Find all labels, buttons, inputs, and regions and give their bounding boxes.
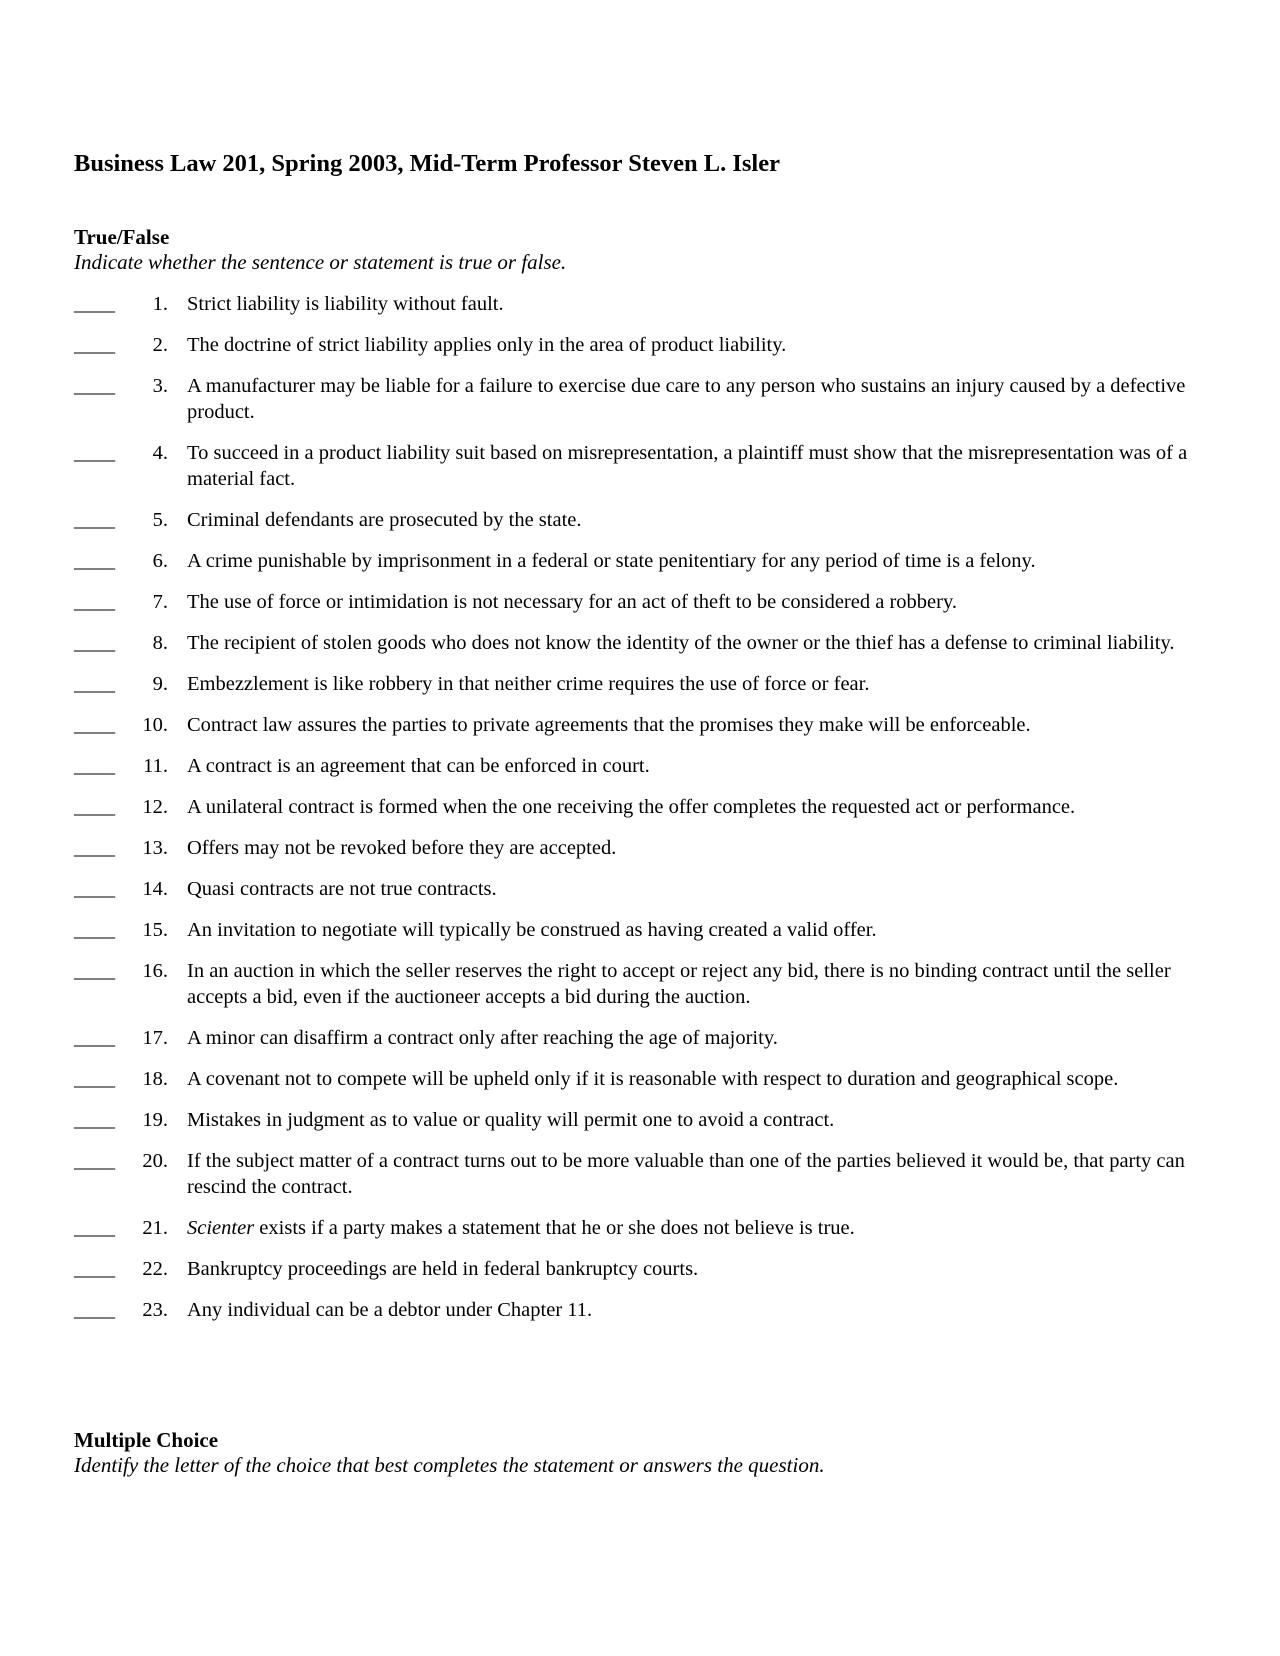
question-number: 12. [142,796,168,818]
question-item [74,1107,1214,1133]
question-number: 21. [142,1217,168,1239]
multiple-choice-instructions: Identify the letter of the choice that best completes the statement or answers the question. [74,1453,825,1477]
answer-blank[interactable]: ____ [74,1027,115,1049]
question-number: 5. [152,509,168,531]
question-text [187,1148,1214,1200]
question-item [74,876,1214,902]
answer-blank[interactable]: ____ [74,632,115,654]
question-item [74,630,1214,656]
answer-blank[interactable]: ____ [74,1299,115,1321]
question-text [187,1297,1214,1323]
question-number: 6. [152,550,168,572]
question-text [187,835,1214,861]
question-item [74,835,1214,861]
question-text [187,589,1214,615]
answer-blank[interactable]: ____ [74,591,115,613]
question-item [74,1297,1214,1323]
question-number: 16. [142,960,168,982]
question-text [187,507,1214,533]
question-item [74,291,1214,317]
question-body: Bankruptcy proceedings are held in federal bankruptcy courts. [187,1258,699,1280]
question-item [74,507,1214,533]
question-list [74,291,1214,1323]
question-number: 2. [152,334,168,356]
question-text [187,1256,1214,1282]
answer-blank[interactable]: ____ [74,878,115,900]
question-number: 11. [143,755,168,777]
question-text [187,291,1214,317]
answer-blank[interactable]: ____ [74,375,115,397]
question-body: A manufacturer may be liable for a failure to exercise due care to any person who sustains an injury caused by a defective product. [187,375,1186,423]
question-item [74,589,1214,615]
question-number: 8. [152,632,168,654]
question-number: 19. [142,1109,168,1131]
question-body: Embezzlement is like robbery in that neither crime requires the use of force or fear. [187,673,870,695]
question-body: If the subject matter of a contract turns out to be more valuable than one of the parties believed it would be, that party can rescind the contract. [187,1150,1185,1198]
answer-blank[interactable]: ____ [74,1217,115,1239]
question-body: The recipient of stolen goods who does not know the identity of the owner or the thief has a defense to criminal liability. [187,632,1175,654]
question-item [74,671,1214,697]
question-body: Quasi contracts are not true contracts. [187,878,497,900]
question-number: 13. [142,837,168,859]
question-item [74,753,1214,779]
question-number: 14. [142,878,168,900]
answer-blank[interactable]: ____ [74,442,115,464]
question-number: 23. [142,1299,168,1321]
question-text [187,440,1214,492]
question-text [187,373,1214,425]
answer-blank[interactable]: ____ [74,714,115,736]
question-item [74,1025,1214,1051]
true-false-instructions: Indicate whether the sentence or statement is true or false. [74,250,567,274]
answer-blank[interactable]: ____ [74,550,115,572]
question-number: 17. [142,1027,168,1049]
page-title: Business Law 201, Spring 2003, Mid-Term Professor Steven L. Isler [74,150,780,177]
answer-blank[interactable]: ____ [74,1068,115,1090]
question-text [187,1066,1214,1092]
question-text [187,917,1214,943]
question-item [74,917,1214,943]
question-item [74,1256,1214,1282]
question-body: A unilateral contract is formed when the one receiving the offer completes the requested act or performance. [187,796,1076,818]
question-number: 15. [142,919,168,941]
question-body: Criminal defendants are prosecuted by the state. [187,509,582,531]
answer-blank[interactable]: ____ [74,1258,115,1280]
question-item [74,440,1214,492]
question-body: The doctrine of strict liability applies only in the area of product liability. [187,334,787,356]
question-item [74,712,1214,738]
question-body: A minor can disaffirm a contract only after reaching the age of majority. [187,1027,778,1049]
answer-blank[interactable]: ____ [74,796,115,818]
question-body: To succeed in a product liability suit based on misrepresentation, a plaintiff must show that the misrepresentation was of a material fact. [187,442,1188,490]
true-false-heading: True/False [74,225,170,249]
answer-blank[interactable]: ____ [74,293,115,315]
answer-blank[interactable]: ____ [74,509,115,531]
answer-blank[interactable]: ____ [74,1109,115,1131]
question-item [74,1066,1214,1092]
multiple-choice-heading: Multiple Choice [74,1428,219,1452]
true-false-section [74,225,1214,1338]
question-item [74,958,1214,1010]
question-text [187,1025,1214,1051]
question-item [74,1148,1214,1200]
multiple-choice-section [74,1428,1214,1478]
question-number: 7. [152,591,168,613]
question-item [74,373,1214,425]
question-body: A contract is an agreement that can be enforced in court. [187,755,650,777]
question-text [187,1107,1214,1133]
question-text [187,712,1214,738]
question-body: A covenant not to compete will be upheld only if it is reasonable with respect to duration and geographical scope. [187,1068,1119,1090]
answer-blank[interactable]: ____ [74,755,115,777]
question-number: 9. [152,673,168,695]
question-text [187,332,1214,358]
question-text [187,876,1214,902]
question-body: A crime punishable by imprisonment in a federal or state penitentiary for any period of time is a felony. [187,550,1036,572]
question-body: Strict liability is liability without fault. [187,293,504,315]
answer-blank[interactable]: ____ [74,673,115,695]
question-item [74,548,1214,574]
question-text [187,671,1214,697]
question-number: 4. [152,442,168,464]
question-number: 1. [152,293,168,315]
question-body: exists if a party makes a statement that he or she does not believe is true. [254,1217,855,1239]
question-body: Mistakes in judgment as to value or quality will permit one to avoid a contract. [187,1109,835,1131]
question-text [187,794,1214,820]
question-body: Contract law assures the parties to private agreements that the promises they make will be enforceable. [187,714,1031,736]
question-text [187,630,1214,656]
question-number: 20. [142,1150,168,1172]
question-item [74,1215,1214,1241]
question-number: 10. [142,714,168,736]
answer-blank[interactable]: ____ [74,334,115,356]
question-number: 18. [142,1068,168,1090]
question-text [187,958,1214,1010]
answer-blank[interactable]: ____ [74,919,115,941]
question-number: 3. [152,375,168,397]
question-body: Offers may not be revoked before they are accepted. [187,837,617,859]
question-body: In an auction in which the seller reserves the right to accept or reject any bid, there is no binding contract until the seller accepts a bid, even if the auctioneer accepts a bid during the auction. [187,960,1171,1008]
question-number: 22. [142,1258,168,1280]
answer-blank[interactable]: ____ [74,837,115,859]
question-body: Any individual can be a debtor under Chapter 11. [187,1299,593,1321]
answer-blank[interactable]: ____ [74,960,115,982]
answer-blank[interactable]: ____ [74,1150,115,1172]
question-item [74,794,1214,820]
question-body: The use of force or intimidation is not necessary for an act of theft to be considered a robbery. [187,591,957,613]
question-item [74,332,1214,358]
question-text [187,753,1214,779]
question-emphasis: Scienter [187,1217,255,1239]
question-body: An invitation to negotiate will typically be construed as having created a valid offer. [187,919,877,941]
question-text [187,1215,1214,1241]
question-text [187,548,1214,574]
